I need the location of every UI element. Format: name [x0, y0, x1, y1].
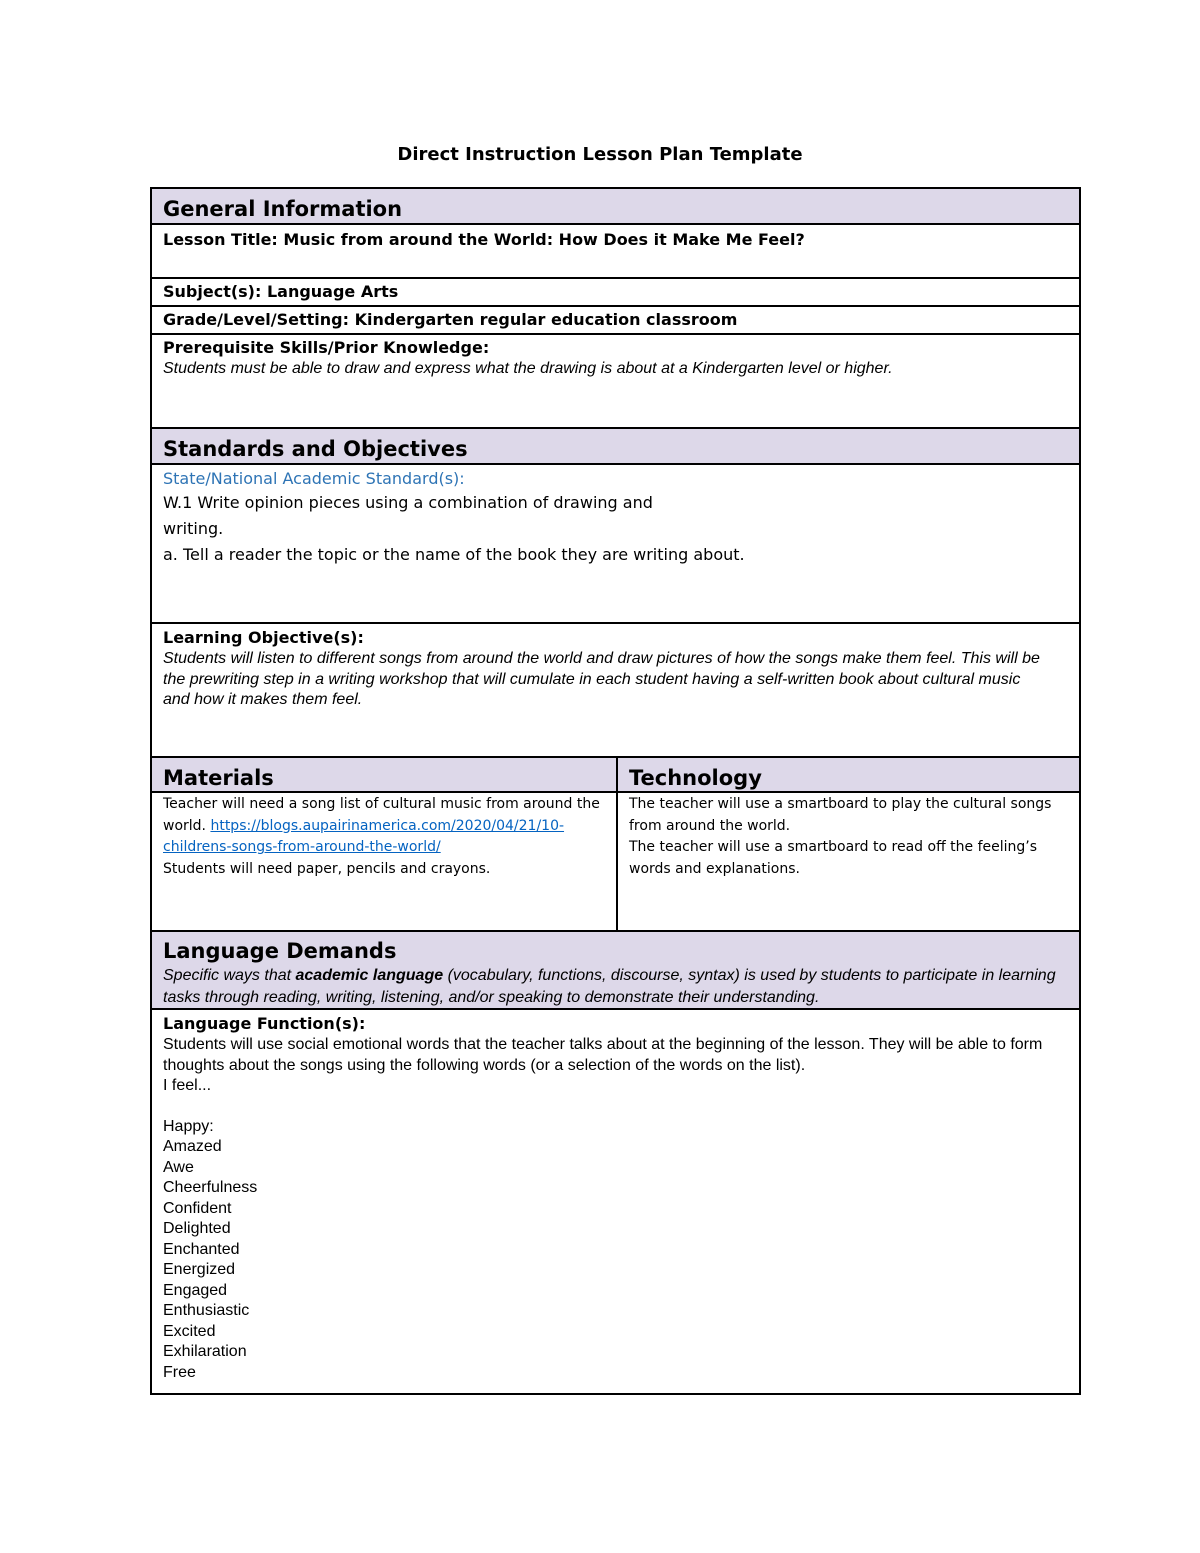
- feeling-word: Enchanted: [163, 1240, 240, 1258]
- standards-title: Standards and Objectives: [163, 437, 468, 461]
- feeling-word: Amazed: [163, 1138, 222, 1155]
- blank-line: [163, 1097, 1069, 1117]
- language-desc-before: Specific ways that: [163, 967, 296, 984]
- objectives-row: [152, 624, 1079, 758]
- language-demands-title: Language Demands: [163, 939, 397, 963]
- lesson-title-row: [152, 225, 1079, 279]
- language-demands-header: [152, 932, 1079, 1010]
- feeling-word: Exhilaration: [163, 1343, 247, 1360]
- subjects: Subject(s): Language Arts: [163, 282, 399, 301]
- objective-text: Students will listen to different songs from around the world and draw pictures of how the songs make them feel. This will be the prewriting step in a writing workshop that will cumulate in each student having a self-written book about cultural music and how it makes them feel.: [163, 650, 1040, 708]
- materials-cell: [152, 793, 618, 930]
- technology-line-1: The teacher will use a smartboard to play the cultural songs from around the world.: [629, 796, 1052, 834]
- materials-title: Materials: [163, 766, 274, 790]
- general-information-header: [152, 189, 1079, 225]
- materials-students-text: Students will need paper, pencils and crayons.: [163, 860, 491, 877]
- language-demands-description: [163, 965, 1069, 1009]
- document-title: Direct Instruction Lesson Plan Template: [397, 144, 803, 165]
- feeling-words-list: [163, 1137, 1069, 1383]
- feeling-word: Cheerfulness: [163, 1179, 258, 1196]
- standards-row: [152, 465, 1079, 624]
- language-function-row: [152, 1010, 1079, 1393]
- standard-line-3: a. Tell a reader the topic or the name of the book they are writing about.: [163, 545, 745, 564]
- technology-line-2: The teacher will use a smartboard to read off the feeling’s words and explanations.: [629, 839, 1038, 877]
- materials-technology-header-row: [152, 758, 1079, 793]
- grade-level-setting: Grade/Level/Setting: Kindergarten regular education classroom: [163, 310, 738, 329]
- language-desc-bold: academic language: [295, 967, 444, 984]
- technology-title: Technology: [629, 766, 762, 790]
- standard-label: State/National Academic Standard(s):: [163, 469, 465, 488]
- prerequisite-row: [152, 335, 1079, 429]
- objective-label: Learning Objective(s):: [163, 628, 364, 647]
- standard-line-2: writing.: [163, 519, 224, 538]
- song-list-link[interactable]: https://blogs.aupairinamerica.com/2020/04/21/10-childrens-songs-from-around-the-world/: [163, 817, 565, 855]
- general-information-title: General Information: [163, 197, 403, 221]
- i-feel-text: I feel...: [163, 1077, 212, 1094]
- subjects-row: [152, 279, 1079, 307]
- feeling-word: Engaged: [163, 1281, 228, 1299]
- feeling-word: Excited: [163, 1322, 216, 1340]
- technology-cell: [618, 793, 1079, 930]
- happy-label: Happy:: [163, 1117, 214, 1135]
- language-function-label: Language Function(s):: [163, 1014, 366, 1033]
- lesson-title: Lesson Title: Music from around the World: How Does it Make Me Feel?: [163, 230, 805, 249]
- feeling-word: Free: [163, 1363, 196, 1381]
- lesson-plan-table: [150, 187, 1081, 1395]
- feeling-word: Enthusiastic: [163, 1302, 250, 1319]
- language-function-text: Students will use social emotional words that the teacher talks about at the beginning of the lesson. They will be able to form thoughts about the songs using the following words (or a selection of the words on the list).: [163, 1036, 1043, 1074]
- standards-header: [152, 429, 1079, 465]
- feeling-word: Energized: [163, 1261, 236, 1278]
- technology-header: [618, 758, 1079, 791]
- materials-text: [163, 794, 606, 859]
- standard-line-1: W.1 Write opinion pieces using a combination of drawing and: [163, 493, 653, 512]
- grade-row: [152, 307, 1079, 335]
- feeling-word: Awe: [163, 1158, 194, 1176]
- feeling-word: Confident: [163, 1199, 232, 1217]
- materials-text-before: Teacher will need a song list of cultural music from around the world.: [163, 796, 600, 834]
- materials-technology-row: [152, 793, 1079, 932]
- prerequisite-text: Students must be able to draw and express what the drawing is about at a Kindergarten level or higher.: [163, 360, 893, 377]
- language-desc-after: (vocabulary, functions, discourse, syntax) is used by students to participate in learning tasks through reading, writing, listening, and/or speaking to demonstrate their understanding.: [163, 967, 1056, 1006]
- feeling-word: Delighted: [163, 1220, 231, 1237]
- materials-header: [152, 758, 618, 791]
- prerequisite-label: Prerequisite Skills/Prior Knowledge:: [163, 338, 490, 357]
